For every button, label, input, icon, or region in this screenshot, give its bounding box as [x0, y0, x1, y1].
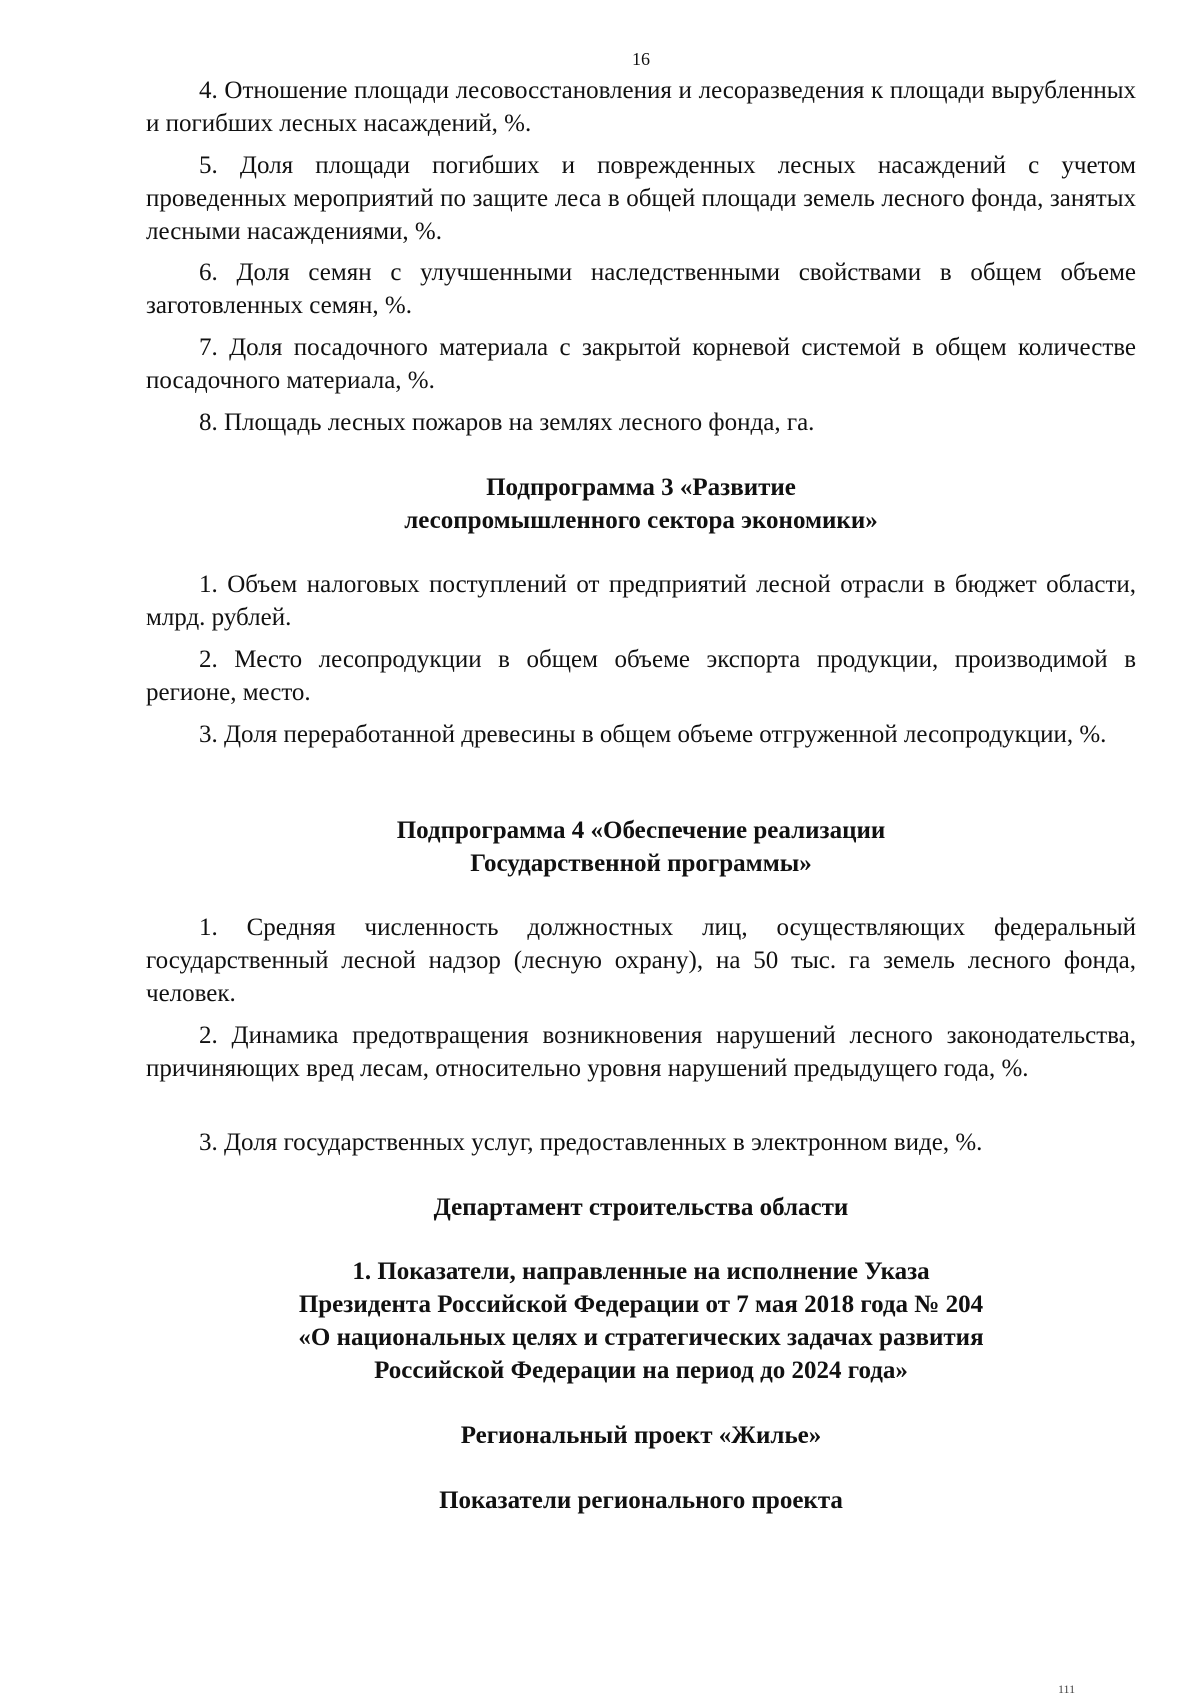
department-heading: Департамент строительства области: [433, 1194, 849, 1221]
list-item: 2. Место лесопродукции в общем объеме экспорта продукции, производимой в регионе, место.: [146, 646, 1136, 706]
subprogram4-list: [146, 911, 1136, 1010]
section-heading: лесопромышленного сектора экономики»: [404, 507, 878, 534]
list-item: 1. Средняя численность должностных лиц, осуществляющих федеральный государственный лесной надзор (лесную охрану), на 50 тыс. га земель лесного фонда, человек.: [146, 914, 1136, 1007]
subprogram3-list: [146, 643, 1136, 709]
list-item: 3. Доля переработанной древесины в общем объеме отгруженной лесопродукции, %.: [199, 721, 1107, 748]
top-list: [146, 331, 1136, 397]
list-item: 4. Отношение площади лесовосстановления и лесоразведения к площади вырубленных и погибших лесных насаждений, %.: [146, 77, 1136, 137]
list-item: 3. Доля государственных услуг, предоставленных в электронном виде, %.: [199, 1129, 983, 1156]
indicators-heading: «О национальных целях и стратегических задачах развития: [298, 1324, 984, 1351]
indicators-heading: Президента Российской Федерации от 7 мая 2018 года № 204: [298, 1291, 984, 1318]
list-item: 6. Доля семян с улучшенными наследственными свойствами в общем объеме заготовленных семян, %.: [146, 259, 1136, 319]
top-list: [146, 256, 1136, 322]
list-item: 1. Объем налоговых поступлений от предприятий лесной отрасли в бюджет области, млрд. рублей.: [146, 571, 1136, 631]
subprogram3-list: [146, 718, 1136, 751]
regional-project-heading-block: [146, 1419, 1136, 1452]
top-list: [146, 149, 1136, 248]
regional-indicators-heading: Показатели регионального проекта: [439, 1487, 843, 1514]
page-number: 16: [632, 49, 650, 69]
subprogram4-heading: [146, 814, 1136, 880]
list-item: 7. Доля посадочного материала с закрытой корневой системой в общем количестве посадочного материала, %.: [146, 334, 1136, 394]
subprogram4-list: [146, 1126, 1136, 1159]
indicators-heading: 1. Показатели, направленные на исполнение Указа: [352, 1258, 930, 1285]
top-list: [146, 406, 1136, 439]
list-item: 5. Доля площади погибших и поврежденных лесных насаждений с учетом проведенных мероприятий по защите леса в общей площади земель лесного фонда, занятых лесными насаждениями, %.: [146, 152, 1136, 245]
subprogram4-list: [146, 1019, 1136, 1085]
department-heading-block: [146, 1191, 1136, 1224]
list-item: 8. Площадь лесных пожаров на землях лесного фонда, га.: [199, 409, 815, 436]
footer-mark: 111: [1058, 1682, 1076, 1696]
section-heading: Подпрограмма 4 «Обеспечение реализации: [396, 817, 886, 844]
regional-indicators-heading-block: [146, 1484, 1136, 1517]
indicators-heading: Российской Федерации на период до 2024 года»: [374, 1357, 908, 1384]
top-list: [146, 74, 1136, 140]
list-item: 2. Динамика предотвращения возникновения нарушений лесного законодательства, причиняющих вред лесам, относительно уровня нарушений предыдущего года, %.: [146, 1022, 1136, 1082]
regional-project-heading: Региональный проект «Жилье»: [460, 1422, 822, 1449]
section-heading: Государственной программы»: [470, 850, 812, 877]
indicators-heading-block: [146, 1255, 1136, 1387]
subprogram3-list: [146, 568, 1136, 634]
subprogram3-heading: [146, 471, 1136, 537]
section-heading: Подпрограмма 3 «Развитие: [486, 474, 796, 501]
